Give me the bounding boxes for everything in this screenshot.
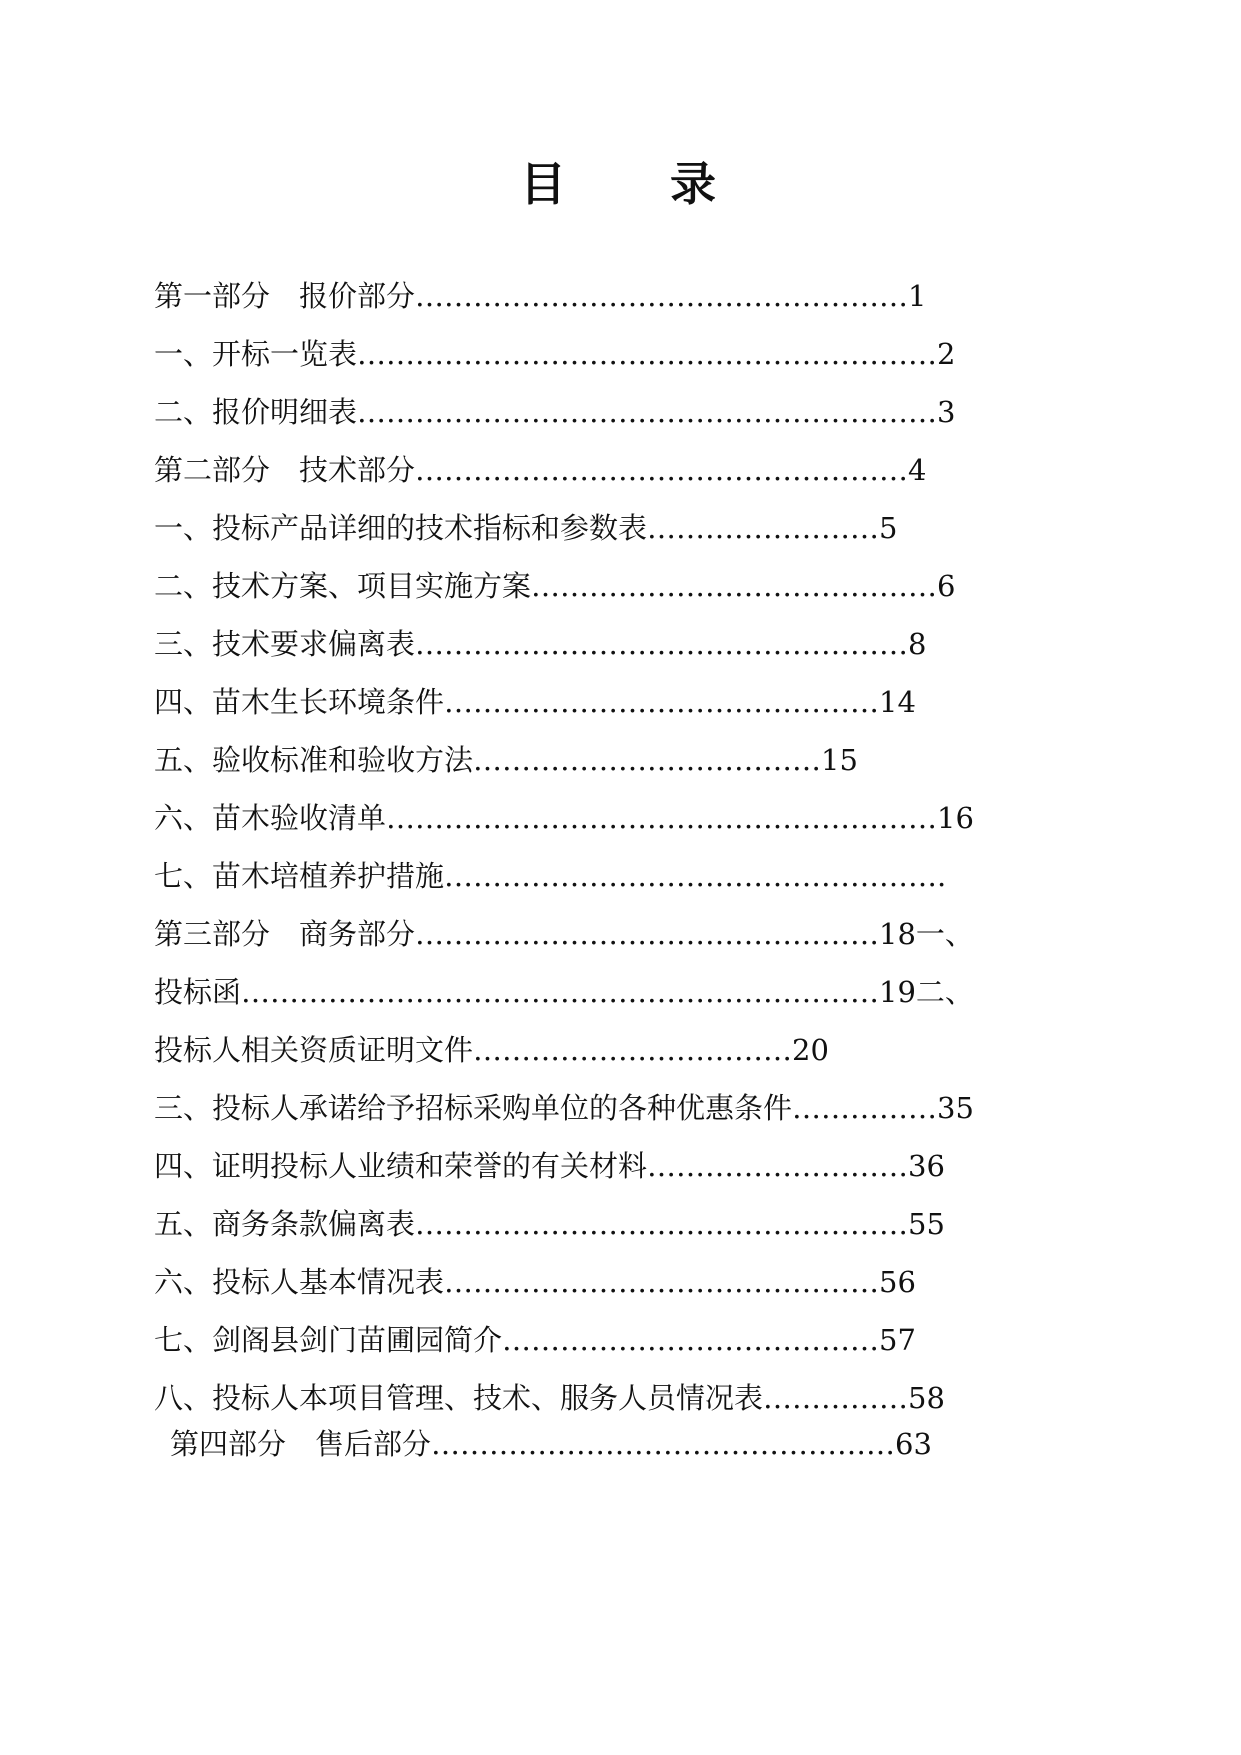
title-char-2: 录 bbox=[670, 157, 716, 211]
toc-entry-16: 四、证明投标人业绩和荣誉的有关材料………………………36 bbox=[154, 1149, 945, 1183]
toc-entry-3: 二、报价明细表……………………………………………………3 bbox=[154, 395, 956, 429]
toc-entry-14: 投标人相关资质证明文件……………………………20 bbox=[154, 1033, 829, 1067]
toc-entry-21: 第四部分 售后部分…………………………………………63 bbox=[170, 1427, 932, 1461]
toc-entry-18: 六、投标人基本情况表………………………………………56 bbox=[154, 1265, 916, 1299]
toc-entry-10: 六、苗木验收清单…………………………………………………16 bbox=[154, 801, 974, 835]
page-title bbox=[520, 148, 740, 218]
toc-entry-4: 第二部分 技术部分……………………………………………4 bbox=[154, 453, 927, 487]
toc-entry-11: 七、苗木培植养护措施……………………………………………. bbox=[154, 859, 947, 893]
toc-entry-8: 四、苗木生长环境条件………………………………………14 bbox=[154, 685, 916, 719]
toc-entry-9: 五、验收标准和验收方法………………………………15 bbox=[154, 743, 858, 777]
toc-entry-15: 三、投标人承诺给予招标采购单位的各种优惠条件……………35 bbox=[154, 1091, 974, 1125]
toc-entry-12: 第三部分 商务部分…………………………………………18一、 bbox=[154, 917, 974, 951]
toc-entry-13: 投标函…………………………………………………………19二、 bbox=[154, 975, 974, 1009]
toc-entry-19: 七、剑阁县剑门苗圃园简介…………………………………57 bbox=[154, 1323, 916, 1357]
toc-entry-1: 第一部分 报价部分……………………………………………1 bbox=[154, 279, 927, 313]
toc-entry-17: 五、商务条款偏离表……………………………………………55 bbox=[154, 1207, 945, 1241]
toc-entry-20: 八、投标人本项目管理、技术、服务人员情况表……………58 bbox=[154, 1381, 945, 1415]
toc-entry-7: 三、技术要求偏离表……………………………………………8 bbox=[154, 627, 927, 661]
toc-entry-5: 一、投标产品详细的技术指标和参数表……………………5 bbox=[154, 511, 898, 545]
toc-entry-6: 二、技术方案、项目实施方案……………………………………6 bbox=[154, 569, 956, 603]
toc-entry-2: 一、开标一览表……………………………………………………2 bbox=[154, 337, 956, 371]
title-char-1: 目 bbox=[520, 157, 566, 211]
